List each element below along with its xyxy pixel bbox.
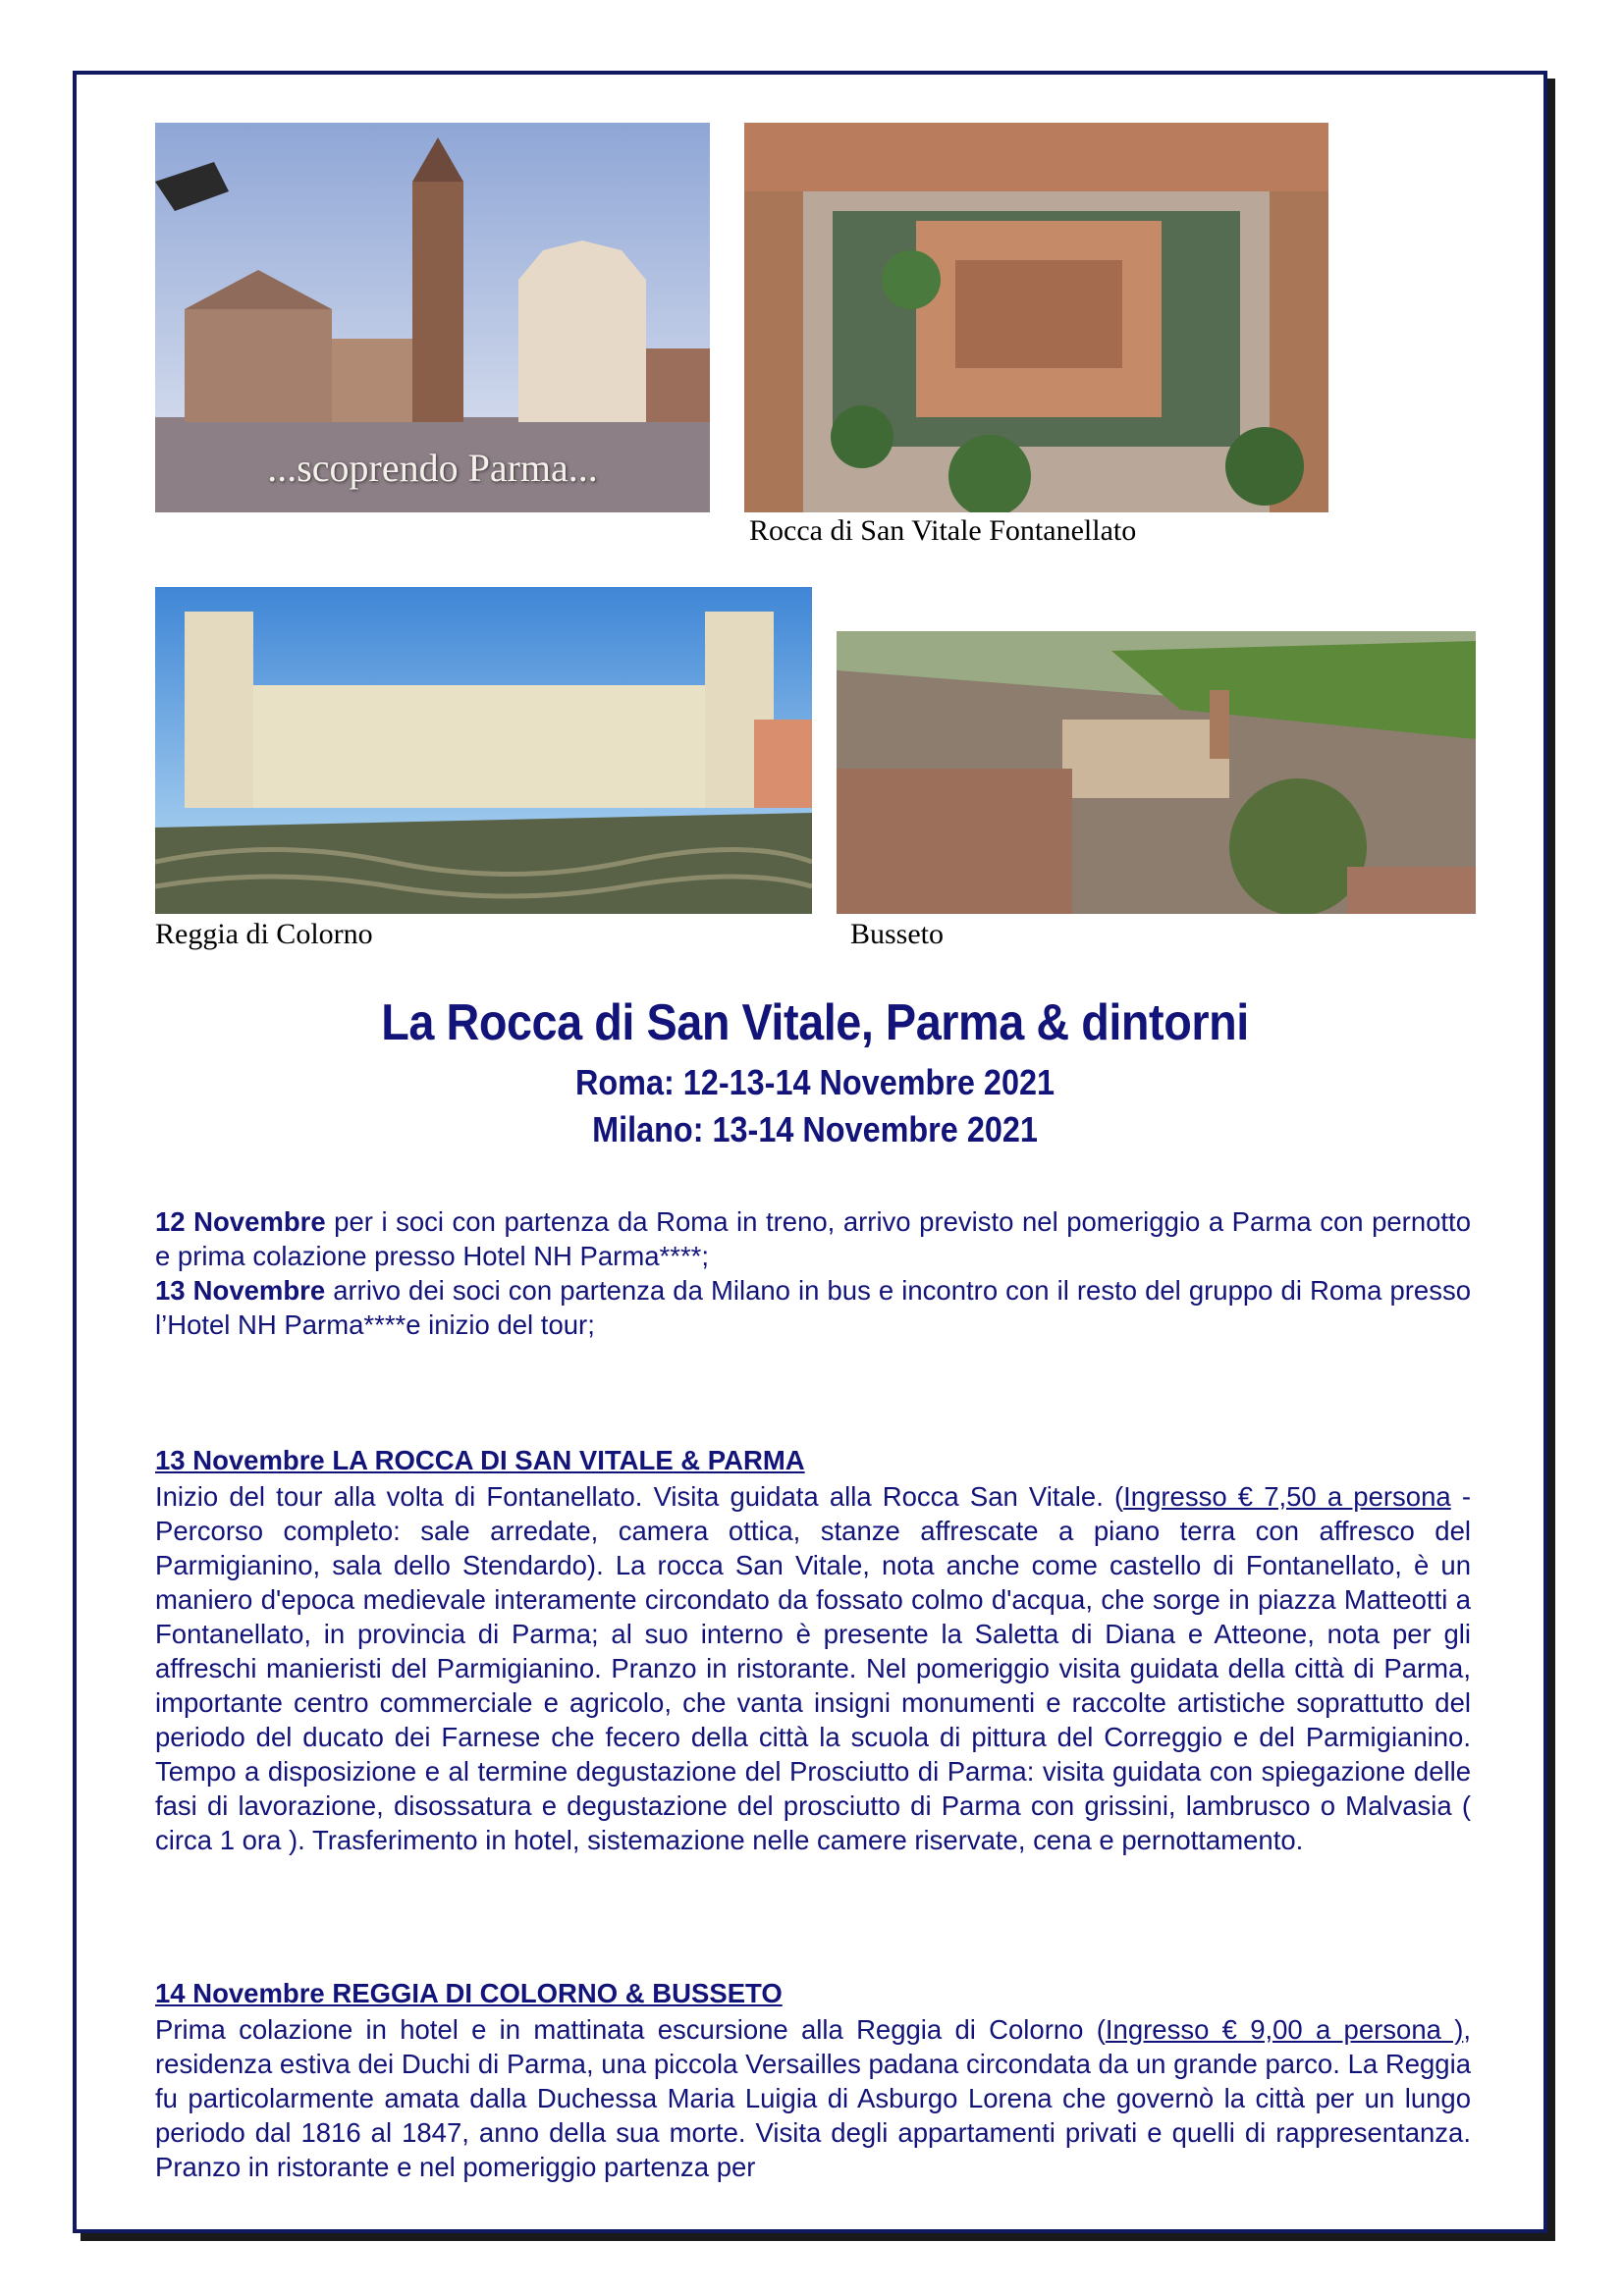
parma-cathedral-photo — [155, 123, 710, 512]
intro-date-12: 12 Novembre — [155, 1206, 326, 1237]
caption-colorno: Reggia di Colorno — [155, 918, 373, 950]
day14-paragraph — [155, 2012, 1471, 2184]
intro-date-13: 13 Novembre — [155, 1275, 326, 1306]
day14-ticket-price: Ingresso € 9,00 a persona ) — [1105, 2014, 1464, 2045]
day14-heading: 14 Novembre REGGIA DI COLORNO & BUSSETO — [155, 1978, 783, 2008]
day13-paragraph — [155, 1479, 1471, 1857]
caption-rocca: Rocca di San Vitale Fontanellato — [749, 514, 1137, 547]
day14-text-b: , residenza estiva dei Duchi di Parma, una piccola Versailles padana circondata da un grande parco. La Reggia fu particolarmente amata dalla Duchessa Maria Luigia di Asburgo Lorena che governò la città per un lungo periodo dal 1816 al 1847, anno della sua morte. Visita degli appartamenti privati e quelli di rappresentanza. Pranzo in ristorante e nel pomeriggio partenza per — [155, 2014, 1471, 2182]
day13-heading: 13 Novembre LA ROCCA DI SAN VITALE & PARMA — [155, 1445, 805, 1475]
day13-text-a: Inizio del tour alla volta di Fontanellato. Visita guidata alla Rocca San Vitale. ( — [155, 1481, 1124, 1512]
document-title: La Rocca di San Vitale, Parma & dintorni — [381, 994, 1249, 1051]
reggia-colorno-photo — [155, 587, 812, 914]
rocca-san-vitale-photo — [744, 123, 1328, 512]
intro-paragraph — [155, 1204, 1471, 1342]
day13-text-b: - Percorso completo: sale arredate, camera ottica, stanze affrescate a piano terra con affresco del Parmigianino, sala dello Stendardo). La rocca San Vitale, nota anche come castello di Fontanellato, è un maniero d'epoca medievale interamente circondato da fossato colmo d'acqua, che sorge in piazza Matteotti a Fontanellato, in provincia di Parma; al suo interno è presente la Saletta di Diana e Atteone, nota per gli affreschi manieristi del Parmigianino. Pranzo in ristorante. Nel pomeriggio visita guidata della città di Parma, importante centro commerciale e agricolo, che vanta insigni monumenti e raccolte artistiche soprattutto del periodo del ducato dei Farnese che fecero della città la scuola di pittura del Correggio e del Parmigianino. Tempo a disposizione e al termine degustazione del Prosciutto di Parma: visita guidata con spiegazione delle fasi di lavorazione, disossatura e degustazione del prosciutto di Parma con grissini, lambrusco o Malvasia ( circa 1 ora ). Trasferimento in hotel, sistemazione nelle camere riservate, cena e pernottamento. — [155, 1481, 1471, 1855]
busseto-photo — [837, 631, 1476, 914]
intro-text-12: per i soci con partenza da Roma in treno, arrivo previsto nel pomeriggio a Parma con pernotto e prima colazione presso Hotel NH Parma****; — [155, 1206, 1471, 1271]
dates-milano: Milano: 13-14 Novembre 2021 — [592, 1109, 1038, 1149]
day14-text-a: Prima colazione in hotel e in mattinata escursione alla Reggia di Colorno ( — [155, 2014, 1106, 2045]
intro-text-13: arrivo dei soci con partenza da Milano in bus e incontro con il resto del gruppo di Roma presso l’Hotel NH Parma****e inizio del tour; — [155, 1275, 1471, 1340]
dates-roma: Roma: 12-13-14 Novembre 2021 — [574, 1062, 1056, 1102]
caption-busseto: Busseto — [850, 918, 945, 950]
photo-overlay-text: ...scoprendo Parma... — [267, 446, 598, 490]
day13-ticket-price: Ingresso € 7,50 a persona — [1123, 1481, 1451, 1512]
